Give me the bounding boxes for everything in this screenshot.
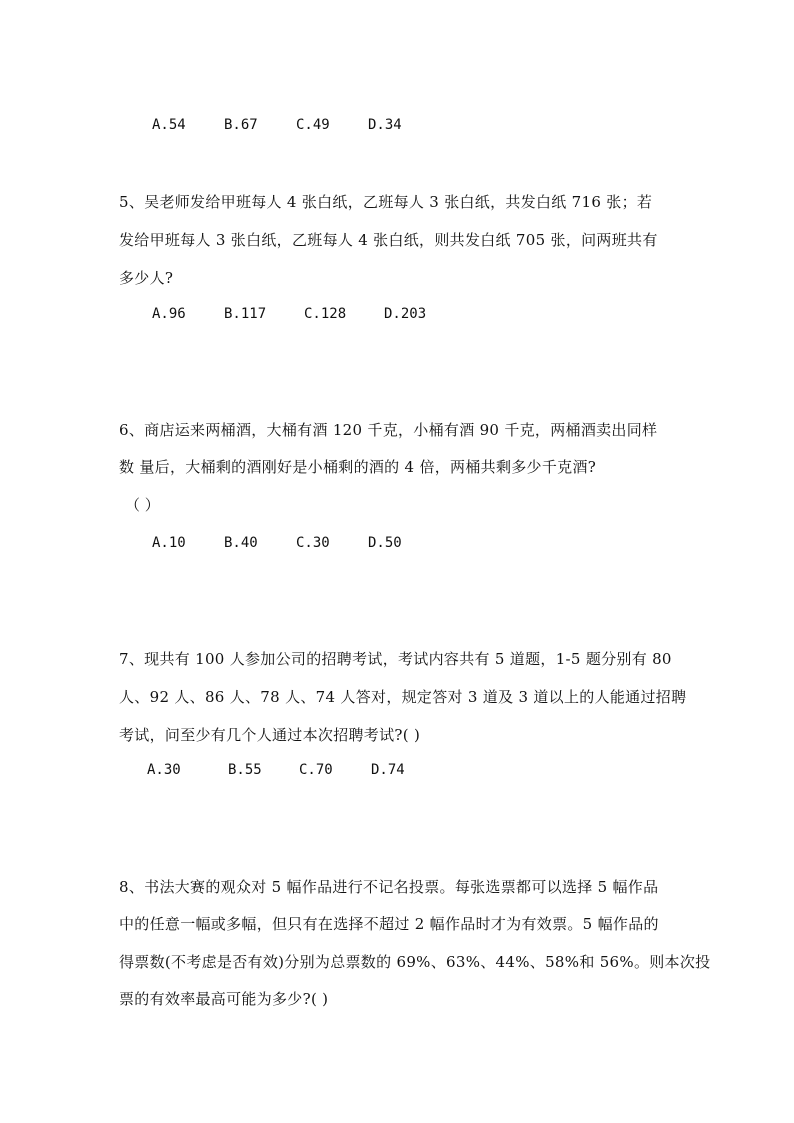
- q7-option-b: B.55: [228, 762, 262, 778]
- q6-option-b: B.40: [224, 535, 258, 551]
- q6-option-d: D.50: [368, 535, 402, 551]
- q4-option-c: C.49: [296, 117, 330, 133]
- q5-line-2: 发给甲班每人 3 张白纸，乙班每人 4 张白纸，则共发白纸 705 张，问两班共有: [119, 231, 658, 249]
- q6-line-1: 6、商店运来两桶酒，大桶有酒 120 千克，小桶有酒 90 千克，两桶酒卖出同样: [119, 421, 658, 439]
- q6-line-2: 数 量后，大桶剩的酒刚好是小桶剩的酒的 4 倍，两桶共剩多少千克酒?: [119, 458, 597, 476]
- q8-line-1: 8、书法大赛的观众对 5 幅作品进行不记名投票。每张选票都可以选择 5 幅作品: [119, 878, 659, 896]
- q5-line-3: 多少人?: [119, 269, 174, 287]
- q7-option-d: D.74: [371, 762, 405, 778]
- q6-option-a: A.10: [152, 535, 186, 551]
- q6-option-c: C.30: [296, 535, 330, 551]
- q7-line-1: 7、现共有 100 人参加公司的招聘考试，考试内容共有 5 道题，1-5 题分别有 80: [119, 650, 672, 668]
- q8-line-4: 票的有效率最高可能为多少?( ): [119, 990, 329, 1008]
- q7-option-c: C.70: [299, 762, 333, 778]
- q5-option-d: D.203: [384, 306, 427, 322]
- q4-option-b: B.67: [224, 117, 258, 133]
- q5-option-c: C.128: [304, 306, 347, 322]
- q7-line-3: 考试，问至少有几个人通过本次招聘考试?( ): [119, 726, 421, 744]
- q7-option-a: A.30: [147, 762, 181, 778]
- q4-option-a: A.54: [152, 117, 186, 133]
- q7-line-2: 人、92 人、86 人、78 人、74 人答对，规定答对 3 道及 3 道以上的人能通过招聘: [119, 688, 687, 706]
- q8-line-3: 得票数(不考虑是否有效)分别为总票数的 69%、63%、44%、58%和 56%。则本次投: [119, 953, 711, 971]
- q8-line-2: 中的任意一幅或多幅，但只有在选择不超过 2 幅作品时才为有效票。5 幅作品的: [119, 915, 659, 933]
- q5-line-1: 5、吴老师发给甲班每人 4 张白纸，乙班每人 3 张白纸，共发白纸 716 张；若: [119, 193, 653, 211]
- q4-option-d: D.34: [368, 117, 402, 133]
- q5-option-a: A.96: [152, 306, 186, 322]
- q6-answer-paren: （ ）: [125, 496, 160, 514]
- q5-option-b: B.117: [224, 306, 267, 322]
